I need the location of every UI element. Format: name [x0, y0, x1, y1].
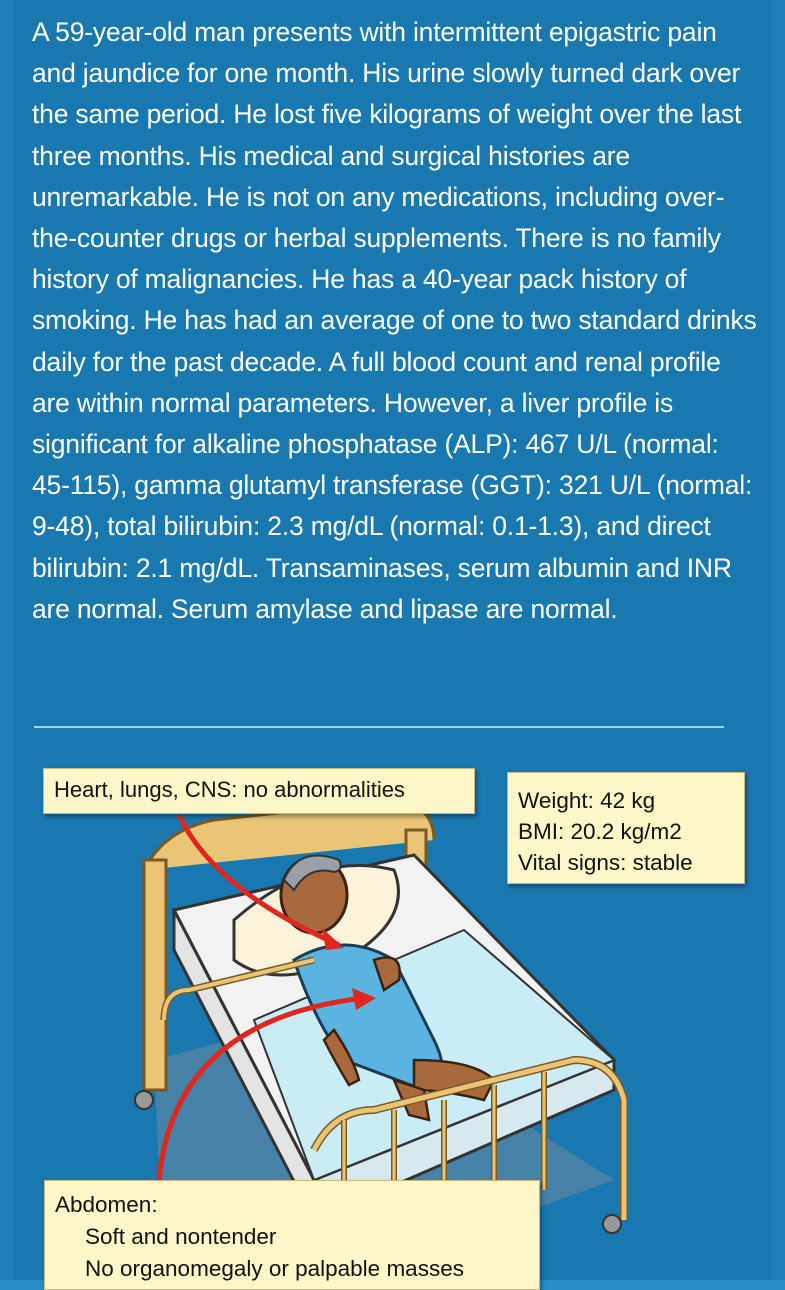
abdomen-title: Abdomen: — [55, 1192, 158, 1217]
weight-text: Weight: 42 kg — [518, 788, 656, 813]
abdomen-callout — [44, 1180, 540, 1290]
abdomen-line-1: Soft and nontender — [85, 1224, 277, 1249]
heart-lungs-cns-text: Heart, lungs, CNS: no abnormalities — [54, 777, 405, 802]
page-edge-left — [0, 0, 14, 1280]
heart-lungs-cns-callout — [43, 768, 475, 814]
abdomen-line-2: No organomegaly or palpable masses — [85, 1256, 464, 1281]
case-vignette: A 59-year-old man presents with intermittent epigastric pain and jaundice for one month. His urine slowly turned dark over the same period. He lost five kilograms of weight over the last three months. His medical and surgical histories are unremarkable. He is not on any medications, including over-the-counter drugs or herbal supplements. There is no family history of malignancies. He has a 40-year pack history of smoking. He has had an average of one to two standard drinks daily for the past decade. A full blood count and renal profile are within normal parameters. However, a liver profile is significant for alkaline phosphatase (ALP): 467 U/L (normal: 45-115), gamma glutamyl transferase (GGT): 321 U/L (normal: 9-48), total bilirubin: 2.3 mg/dL (normal: 0.1-1.3), and direct bilirubin: 2.1 mg/dL. Transaminases, serum albumin and INR are normal. Serum amylase and lipase are normal. — [32, 17, 757, 624]
vitals-callout — [507, 772, 745, 884]
section-divider — [34, 726, 724, 728]
page-edge-right — [771, 0, 785, 1280]
vital-signs-text: Vital signs: stable — [518, 850, 693, 875]
bmi-text: BMI: 20.2 kg/m2 — [518, 819, 682, 844]
